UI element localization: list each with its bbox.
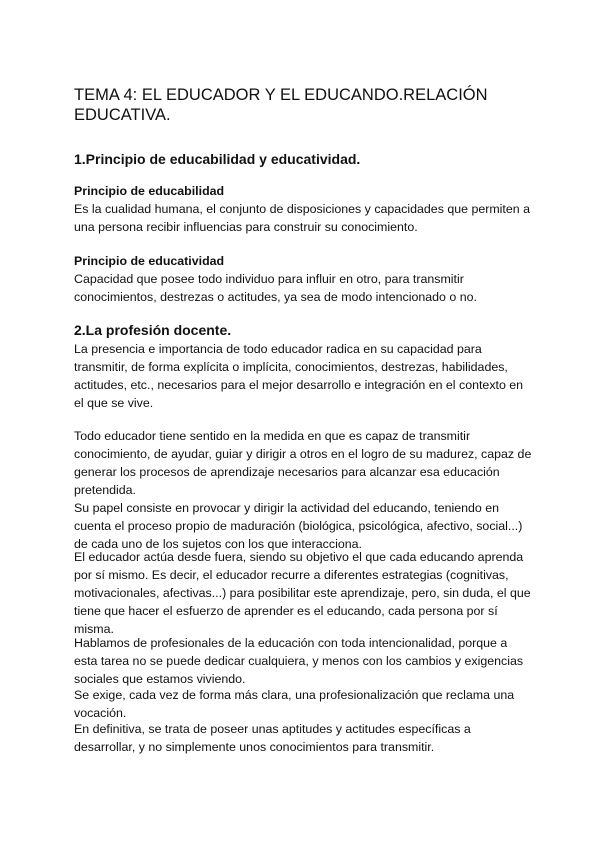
subsection-heading-educabilidad: Principio de educabilidad (74, 184, 225, 198)
paragraph-se-exige: Se exige, cada vez de forma más clara, una profesionalización que reclama una vocación. (74, 688, 515, 721)
page-title: TEMA 4: EL EDUCADOR Y EL EDUCANDO.RELACIÓN EDUCATIVA. (74, 86, 488, 124)
section-heading-profesion-docente: 2.La profesión docente. (74, 322, 232, 338)
paragraph-presencia: La presencia e importancia de todo educador radica en su capacidad para transmitir, de forma explícita o implícita, conocimientos, destrezas, habilidades, actitudes, etc., necesarios para el mejor desarrollo e integración en el contexto en el que se vive. (74, 342, 524, 411)
subsection-heading-educatividad: Principio de educatividad (74, 254, 225, 268)
paragraph-todo-educador: Todo educador tiene sentido en la medida en que es capaz de transmitir conocimiento, de ayudar, guiar y dirigir a otros en el logro de su madurez, capaz de generar los procesos de aprendizaje necesarios para alcanzar esa educación pretendida. (74, 429, 532, 498)
paragraph-actua-desde-fuera: El educador actúa desde fuera, siendo su objetivo el que cada educando aprenda por sí mismo. Es decir, el educador recurre a diferentes estrategias (cognitivas, motivacionales, afectivas...) para posibilitar este aprendizaje, pero, sin duda, el que tiene que hacer el esfuerzo de aprender es el educando, cada persona por sí misma. (74, 550, 531, 637)
paragraph-educatividad: Capacidad que posee todo individuo para influir en otro, para transmitir conocimientos, destrezas o actitudes, ya sea de modo intencionado o no. (74, 272, 477, 305)
section-heading-educabilidad: 1.Principio de educabilidad y educatividad. (74, 151, 361, 167)
paragraph-educabilidad: Es la cualidad humana, el conjunto de disposiciones y capacidades que permiten a una persona recibir influencias para construir su conocimiento. (74, 202, 530, 235)
paragraph-su-papel: Su papel consiste en provocar y dirigir la actividad del educando, teniendo en cuenta el proceso propio de maduración (biológica, psicológica, afectivo, social...) de cada uno de los sujetos con los que interacciona. (74, 501, 523, 552)
paragraph-hablamos: Hablamos de profesionales de la educación con toda intencionalidad, porque a esta tarea no se puede dedicar cualquiera, y menos con los cambios y exigencias sociales que estamos viviendo. (74, 636, 524, 687)
paragraph-en-definitiva: En definitiva, se trata de poseer unas aptitudes y actitudes específicas a desarrollar, y no simplemente unos conocimientos para transmitir. (74, 722, 471, 755)
